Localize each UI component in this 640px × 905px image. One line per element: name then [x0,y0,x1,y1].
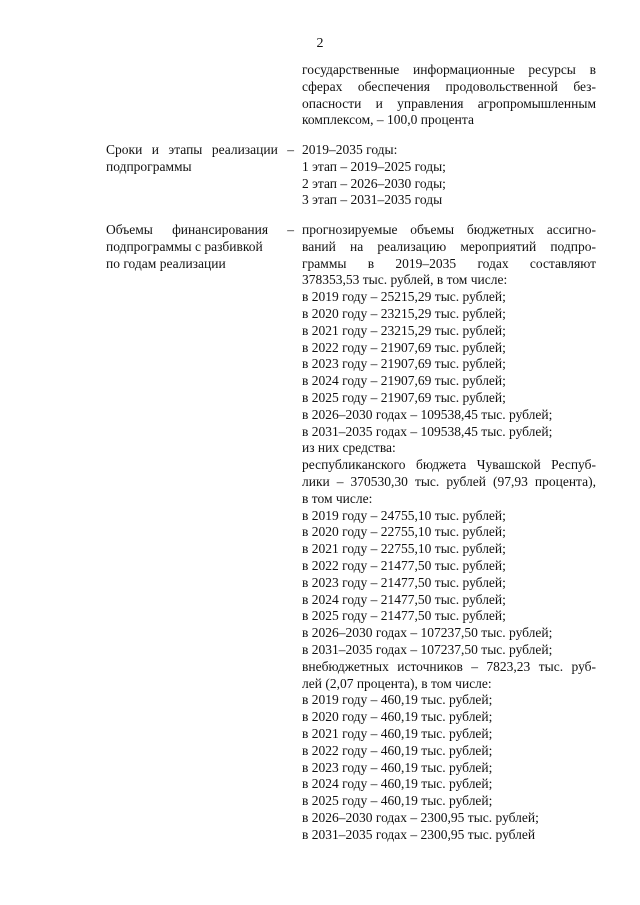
text-line: прогнозируемые объемы бюджетных ассигно- [302,222,596,237]
text-line: государственные информационные ресурсы в [302,62,596,77]
text-line: в 2023 году – 460,19 тыс. рублей; [302,759,493,775]
label-line: по годам реализации [106,255,226,271]
text-line: республиканского бюджета Чувашской Респуб- [302,457,596,473]
page-number: 2 [316,36,324,51]
text-line: из них средства: [302,440,396,456]
text-line: ваний на реализацию мероприятий подпро- [302,238,596,254]
text-line: в 2022 году – 460,19 тыс. рублей; [302,742,493,758]
text-line: в 2025 году – 21907,69 тыс. рублей; [302,389,506,405]
continuation-text [302,62,596,129]
text-line: в 2021 году – 460,19 тыс. рублей; [302,725,493,741]
text-line: в 2024 году – 460,19 тыс. рублей; [302,776,493,792]
label-line: подпрограммы [106,158,192,174]
text-line: в 2019 году – 24755,10 тыс. рублей; [302,507,506,523]
text-line: в 2020 году – 23215,29 тыс. рублей; [302,305,506,321]
label-line: Объемы финансирования – [106,222,294,237]
text-line: в 2025 году – 460,19 тыс. рублей; [302,793,493,809]
text-line: в 2031–2035 годах – 2300,95 тыс. рублей [302,826,536,842]
text-line: в 2025 году – 21477,50 тыс. рублей; [302,608,506,624]
text-line: в 2022 году – 21907,69 тыс. рублей; [302,339,506,355]
text-line: в 2024 году – 21907,69 тыс. рублей; [302,373,506,389]
text-line: в 2021 году – 22755,10 тыс. рублей; [302,541,506,557]
text-line: комплексом, – 100,0 процента [302,112,474,128]
text-line: в 2019 году – 25215,29 тыс. рублей; [302,289,506,305]
text-line: 378353,53 тыс. рублей, в том числе: [302,272,508,288]
text-line: в 2026–2030 годах – 109538,45 тыс. рублей; [302,406,553,422]
text-line: в 2026–2030 годах – 107237,50 тыс. рублей; [302,625,553,641]
text-line: в 2031–2035 годах – 107237,50 тыс. рублей; [302,641,553,657]
text-line: 3 этап – 2031–2035 годы [302,192,443,208]
text-line: в 2023 году – 21477,50 тыс. рублей; [302,574,506,590]
text-line: в 2023 году – 21907,69 тыс. рублей; [302,356,506,372]
section-label-funding [106,222,294,272]
text-line: лики – 370530,30 тыс. рублей (97,93 процента), [302,473,596,489]
text-line: в 2031–2035 годах – 109538,45 тыс. рублей; [302,423,553,439]
text-line: в 2019 году – 460,19 тыс. рублей; [302,692,493,708]
text-line: лей (2,07 процента), в том числе: [302,675,492,691]
section-value-funding [302,222,596,843]
text-line: граммы в 2019–2035 годах составляют [302,255,596,271]
text-line: в 2020 году – 22755,10 тыс. рублей; [302,524,506,540]
text-line: 1 этап – 2019–2025 годы; [302,158,446,174]
text-line: сферах обеспечения продовольственной без- [302,78,596,94]
label-line: Сроки и этапы реализации – [106,142,294,157]
section-label-timeline [106,142,294,176]
text-line: в 2022 году – 21477,50 тыс. рублей; [302,557,506,573]
label-line: подпрограммы с разбивкой [106,238,263,254]
section-value-timeline [302,142,596,209]
text-line: в 2024 году – 21477,50 тыс. рублей; [302,591,506,607]
text-line: в 2020 году – 460,19 тыс. рублей; [302,709,493,725]
text-line: внебюджетных источников – 7823,23 тыс. руб- [302,658,596,674]
text-line: в 2026–2030 годах – 2300,95 тыс. рублей; [302,809,539,825]
text-line: 2019–2035 годы: [302,142,398,157]
text-line: в 2021 году – 23215,29 тыс. рублей; [302,322,506,338]
text-line: в том числе: [302,490,373,506]
text-line: опасности и управления агропромышленным [302,95,596,111]
text-line: 2 этап – 2026–2030 годы; [302,175,446,191]
